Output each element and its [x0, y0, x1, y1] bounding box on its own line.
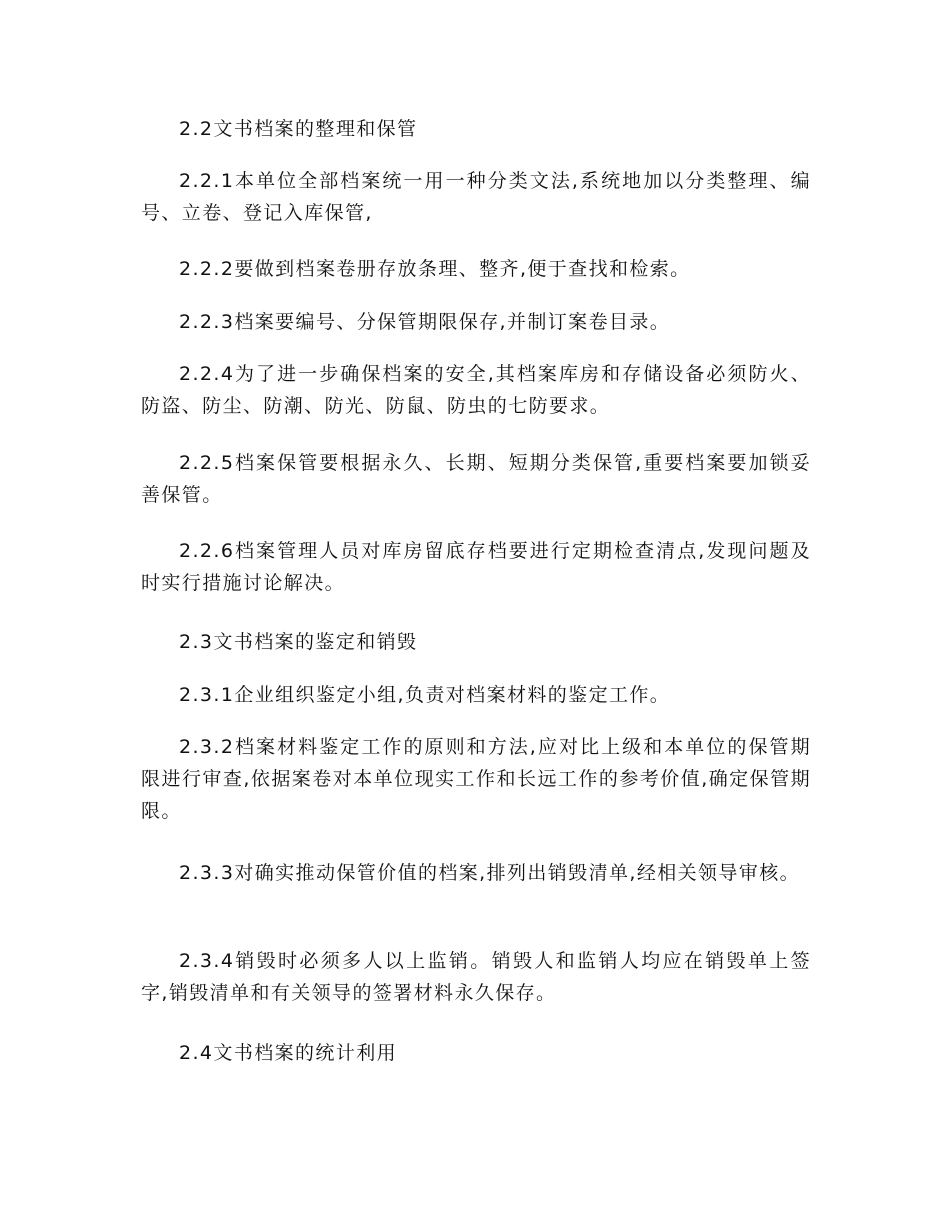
clause-2-3-3: 2.3.3对确实推动保管价值的档案,排列出销毁清单,经相关领导审核。 — [179, 862, 801, 884]
clause-2-3-2: 2.3.2档案材料鉴定工作的原则和方法,应对比上级和本单位的保管期限进行审查,依据案卷对本单位现实工作和长远工作的参考价值,确定保管期限。 — [141, 736, 811, 822]
section-heading-2-3: 2.3文书档案的鉴定和销毁 — [179, 631, 418, 653]
clause-2-2-2: 2.2.2要做到档案卷册存放条理、整齐,便于查找和检索。 — [179, 258, 691, 280]
clause-2-2-1: 2.2.1本单位全部档案统一用一种分类文法,系统地加以分类整理、编号、立卷、登记入库保管, — [141, 170, 811, 224]
clause-2-2-4: 2.2.4为了进一步确保档案的安全,其档案库房和存储设备必须防火、防盗、防尘、防潮、防光、防鼠、防虫的七防要求。 — [141, 363, 811, 417]
clause-2-2-3: 2.2.3档案要编号、分保管期限保存,并制订案卷目录。 — [179, 311, 671, 333]
clause-2-2-6: 2.2.6档案管理人员对库房留底存档要进行定期检查清点,发现问题及时实行措施讨论解决。 — [141, 540, 811, 594]
clause-2-2-5: 2.2.5档案保管要根据永久、长期、短期分类保管,重要档案要加锁妥善保管。 — [141, 452, 811, 506]
section-heading-2-2: 2.2文书档案的整理和保管 — [179, 118, 418, 140]
section-heading-2-4: 2.4文书档案的统计利用 — [179, 1042, 398, 1064]
clause-2-3-4: 2.3.4销毁时必须多人以上监销。销毁人和监销人均应在销毁单上签字,销毁清单和有关领导的签署材料永久保存。 — [141, 950, 811, 1004]
clause-2-3-1: 2.3.1企业组织鉴定小组,负责对档案材料的鉴定工作。 — [179, 684, 671, 706]
